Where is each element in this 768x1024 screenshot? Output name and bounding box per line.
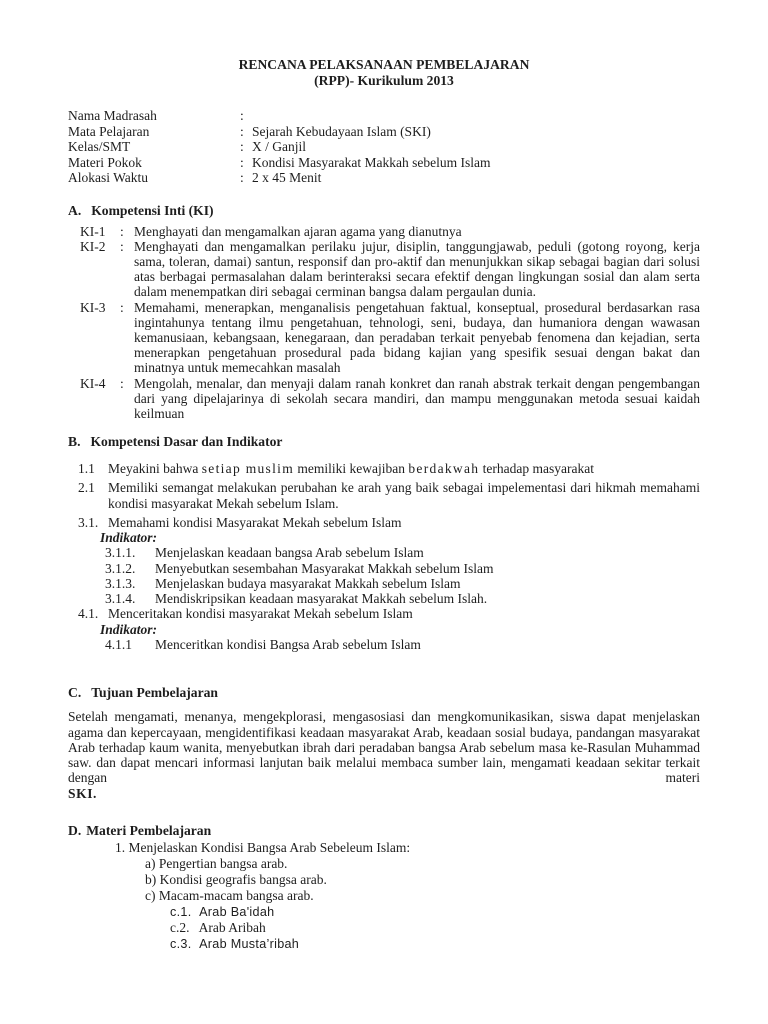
kd-number: 1.1 bbox=[78, 461, 95, 477]
metadata-row bbox=[68, 155, 700, 171]
ki-text: Menghayati dan mengamalkan ajaran agama yang dianutnya bbox=[134, 223, 462, 239]
indicator-number: 3.1.2. bbox=[105, 560, 136, 576]
metadata-row bbox=[68, 108, 700, 124]
kd-text bbox=[108, 461, 700, 476]
indicator-number: 3.1.1. bbox=[105, 545, 136, 561]
metadata-row bbox=[68, 124, 700, 140]
materi-sub-sub-item bbox=[170, 920, 700, 936]
indicator-text: Menyebutkan sesembahan Masyarakat Makkah sebelum Islam bbox=[155, 560, 494, 576]
materi-sub-sub-number: c.3. bbox=[170, 937, 192, 952]
indicator-item bbox=[68, 576, 700, 591]
metadata-separator: : bbox=[240, 139, 244, 154]
section-c-paragraph: Setelah mengamati, menanya, mengekplorasi, mengasosiasi dan mengkomunikasikan, siswa dapat menjelaskan agama dan kepercayaan, mengidentifikasi keadaan masyarakat Arab, keadaan sosial budaya, pandangan masyarakat Arab terhadap kaum wanita, menyebutkan ibrah dari peradaban bangsa Arab sebelum masa ke-Rasulan Muhammad saw. dan dapat mencari informasi lanjutan baik melalui membaca sumber lain, mengamati keadaan sekitar terkait dengan materi bbox=[68, 709, 700, 786]
metadata-separator: : bbox=[240, 123, 244, 139]
ki-item bbox=[68, 239, 700, 300]
section-d-letter: D. bbox=[68, 823, 82, 839]
indikator-label: Indikator: bbox=[100, 529, 158, 545]
indicator-item bbox=[68, 591, 700, 606]
section-a-letter: A. bbox=[68, 202, 82, 218]
kd-text-segment: Meyakini bahwa bbox=[108, 461, 199, 477]
section-d-heading bbox=[68, 823, 700, 839]
section-b-heading bbox=[68, 434, 700, 450]
indikator-label: Indikator: bbox=[100, 621, 158, 637]
indicator-text: Menceritkan kondisi Bangsa Arab sebelum Islam bbox=[155, 636, 421, 652]
metadata-value: Kondisi Masyarakat Makkah sebelum Islam bbox=[252, 154, 491, 170]
section-a-title: Kompetensi Inti (KI) bbox=[91, 202, 214, 218]
document-title bbox=[68, 57, 700, 89]
materi-sub-sub-number: c.2. bbox=[170, 920, 190, 936]
ki-text: Menghayati dan mengamalkan perilaku jujur, disiplin, tanggungjawab, peduli (gotong royong, kerja sama, toleran, damai) santun, responsif dan pro-aktif dan menunjukkan sikap sebagai bagian dari solusi atas berbagai permasalahan dalam berinteraksi secara efektif dengan lingkungan sosial dan alam serta dalam menempatkan diri sebagai cerminan bangsa dalam pergaulan dunia. bbox=[134, 238, 700, 300]
section-b-letter: B. bbox=[68, 434, 81, 450]
kd-text-segment: berdakwah bbox=[408, 461, 480, 477]
indicator-text: Menjelaskan budaya masyarakat Makkah sebelum Islam bbox=[155, 575, 461, 591]
kd-text: Menceritakan kondisi masyarakat Mekah sebelum Islam bbox=[108, 606, 413, 622]
materi-sub-sub-item bbox=[170, 936, 700, 952]
kd-text-segment: setiap muslim bbox=[201, 461, 295, 477]
metadata-label: Alokasi Waktu bbox=[68, 170, 149, 185]
kd-text-segment: memiliki kewajiban bbox=[297, 461, 405, 477]
ki-item bbox=[68, 300, 700, 376]
section-c-title: Tujuan Pembelajaran bbox=[91, 685, 218, 701]
kd-item-1-1 bbox=[68, 461, 700, 476]
kd-number: 3.1. bbox=[78, 514, 99, 530]
ki-list bbox=[68, 224, 700, 422]
section-c-heading bbox=[68, 685, 700, 701]
metadata-value: Sejarah Kebudayaan Islam (SKI) bbox=[252, 123, 431, 139]
indicator-item bbox=[68, 561, 700, 576]
metadata-separator: : bbox=[240, 154, 244, 170]
metadata-label: Mata Pelajaran bbox=[68, 123, 150, 139]
metadata-block bbox=[68, 108, 700, 186]
section-d-title: Materi Pembelajaran bbox=[86, 823, 212, 839]
materi-sub-item: a) Pengertian bangsa arab. bbox=[145, 856, 288, 872]
materi-sub-item: b) Kondisi geografis bangsa arab. bbox=[145, 872, 327, 888]
ki-text: Mengolah, menalar, dan menyaji dalam ranah konkret dan ranah abstrak terkait dengan pengembangan dari yang dipelajarinya di sekolah secara mandiri, dan mampu menggunakan metoda sesuai kaidah keilmuan bbox=[134, 375, 700, 421]
materi-list bbox=[68, 840, 700, 952]
metadata-label: Nama Madrasah bbox=[68, 108, 157, 123]
kd-item-3-1 bbox=[68, 515, 700, 530]
kd-text: Memiliki semangat melakukan perubahan ke arah yang baik sebagai impelementasi dari hikmah memahami kondisi masyarakat Mekah sebelum Islam. bbox=[108, 480, 700, 511]
document-title-line1: RENCANA PELAKSANAAN PEMBELAJARAN bbox=[238, 57, 530, 72]
indicator-number: 4.1.1 bbox=[105, 636, 132, 652]
ki-text: Memahami, menerapkan, menganalisis pengetahuan faktual, konseptual, prosedural berdasarkan rasa ingintahunya tentang ilmu pengetahuan, tehnologi, seni, budaya, dan humaniora dengan wawasan kemanusiaan, kebangsaan, kenegaraan, dan peradaban terkait penyebab fenomena dan kejadian, serta menerapkan pengetahuan prosedural pada bidang kajian yang spesifik sesuai dengan bakat dan minatnya untuk memecahkan masalah bbox=[134, 299, 700, 376]
materi-sub-sub-item bbox=[170, 904, 700, 920]
metadata-separator: : bbox=[240, 170, 244, 185]
materi-item-1: 1. Menjelaskan Kondisi Bangsa Arab Sebeleum Islam: bbox=[115, 840, 411, 856]
metadata-row bbox=[68, 139, 700, 155]
metadata-value: X / Ganjil bbox=[252, 139, 306, 154]
ki-code: KI-2 bbox=[80, 238, 106, 254]
metadata-label: Materi Pokok bbox=[68, 154, 142, 170]
kd-item-2-1 bbox=[68, 480, 700, 510]
kd-text-segment: terhadap masyarakat bbox=[482, 461, 594, 477]
materi-sub-sub-number: c.1. bbox=[170, 905, 192, 920]
materi-sub-item: c) Macam-macam bangsa arab. bbox=[145, 888, 314, 904]
section-b-title: Kompetensi Dasar dan Indikator bbox=[90, 434, 283, 450]
metadata-value: 2 x 45 Menit bbox=[252, 170, 322, 185]
indicator-item bbox=[68, 545, 700, 560]
section-a-heading bbox=[68, 203, 700, 219]
ki-code: KI-4 bbox=[80, 375, 106, 391]
materi-sub-sub-text: Arab Aribah bbox=[198, 920, 266, 936]
materi-sub-sub-text: Arab Musta’ribah bbox=[199, 937, 300, 952]
metadata-value bbox=[252, 108, 700, 124]
indicator-item-4-1-1 bbox=[68, 637, 700, 652]
metadata-label: Kelas/SMT bbox=[68, 139, 131, 154]
section-c-paragraph-tail: SKI. bbox=[68, 785, 98, 801]
metadata-separator: : bbox=[240, 108, 244, 123]
kd-number: 4.1. bbox=[78, 606, 99, 622]
document-title-line2: (RPP)- Kurikulum 2013 bbox=[314, 73, 454, 88]
ki-separator: : bbox=[120, 238, 124, 254]
indicator-number: 3.1.4. bbox=[105, 591, 136, 607]
ki-code: KI-3 bbox=[80, 299, 106, 315]
materi-sub-sub-text: Arab Ba'idah bbox=[199, 905, 275, 920]
indicator-text: Menjelaskan keadaan bangsa Arab sebelum Islam bbox=[155, 545, 424, 561]
kd-item-4-1 bbox=[68, 606, 700, 621]
indicator-number: 3.1.3. bbox=[105, 575, 136, 591]
indicator-text: Mendiskripsikan keadaan masyarakat Makkah sebelum Islah. bbox=[155, 591, 488, 607]
ki-separator: : bbox=[120, 299, 124, 315]
kd-number: 2.1 bbox=[78, 480, 95, 496]
ki-code: KI-1 bbox=[80, 223, 106, 239]
metadata-row bbox=[68, 170, 700, 186]
ki-separator: : bbox=[120, 375, 124, 391]
kd-text: Memahami kondisi Masyarakat Mekah sebelum Islam bbox=[108, 514, 402, 530]
ki-separator: : bbox=[120, 223, 124, 239]
ki-item bbox=[68, 376, 700, 422]
section-c-letter: C. bbox=[68, 685, 82, 701]
ki-item bbox=[68, 224, 700, 239]
kd-list bbox=[68, 461, 700, 652]
